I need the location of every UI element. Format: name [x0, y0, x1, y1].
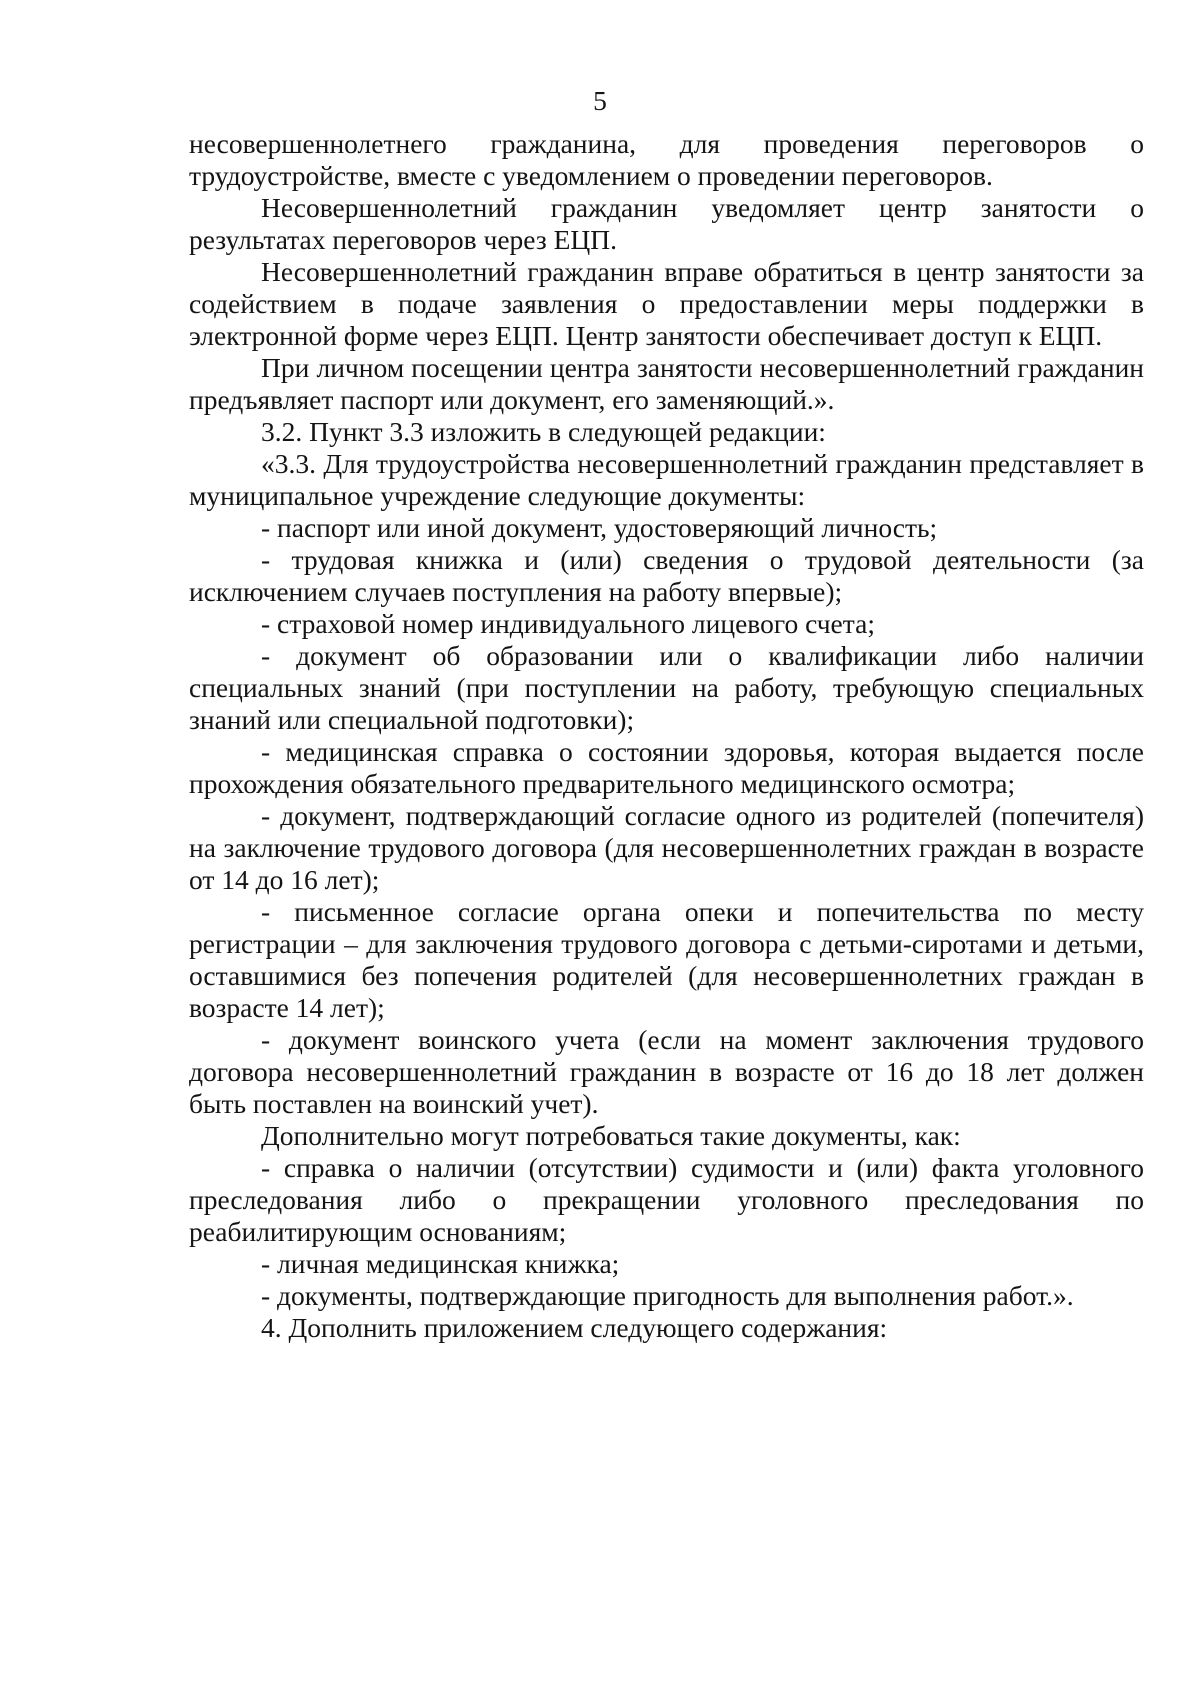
paragraph: При личном посещении центра занятости несовершеннолетний гражданин предъявляет паспорт или документ, его заменяющий.».	[189, 352, 1144, 415]
paragraph: Дополнительно могут потребоваться такие документы, как:	[261, 1120, 961, 1151]
paragraph: Несовершеннолетний гражданин вправе обратиться в центр занятости за содействием в подаче заявления о предоставлении меры поддержки в электронной форме через ЕЦП. Центр занятости обеспечивает доступ к ЕЦП.	[189, 256, 1144, 351]
list-item: - паспорт или иной документ, удостоверяющий личность;	[261, 512, 938, 543]
list-item: - документ воинского учета (если на момент заключения трудового договора несовершеннолетний гражданин в возрасте от 16 до 18 лет должен быть поставлен на воинский учет).	[189, 1024, 1144, 1119]
paragraph: Несовершеннолетний гражданин уведомляет центр занятости о результатах переговоров через ЕЦП.	[189, 192, 1144, 255]
list-item: - страховой номер индивидуального лицевого счета;	[261, 608, 875, 639]
paragraph: несовершеннолетнего гражданина, для проведения переговоров о трудоустройстве, вместе с уведомлением о проведении переговоров.	[189, 128, 1144, 191]
section-heading: 3.2. Пункт 3.3 изложить в следующей редакции:	[261, 416, 826, 447]
page-number: 5	[593, 85, 607, 116]
list-item: - медицинская справка о состоянии здоровья, которая выдается после прохождения обязательного предварительного медицинского осмотра;	[189, 736, 1144, 799]
body-text	[189, 128, 1144, 1344]
list-item: - документы, подтверждающие пригодность для выполнения работ.».	[261, 1280, 1074, 1311]
list-item: - документ, подтверждающий согласие одного из родителей (попечителя) на заключение трудового договора (для несовершеннолетних граждан в возрасте от 14 до 16 лет);	[189, 800, 1144, 895]
list-item: - письменное согласие органа опеки и попечительства по месту регистрации – для заключения трудового договора с детьми-сиротами и детьми, оставшимися без попечения родителей (для несовершеннолетних граждан в возрасте 14 лет);	[189, 896, 1144, 1023]
list-item: - личная медицинская книжка;	[261, 1248, 620, 1279]
list-item: - справка о наличии (отсутствии) судимости и (или) факта уголовного преследования либо о прекращении уголовного преследования по реабилитирующим основаниям;	[189, 1152, 1144, 1247]
list-item: - трудовая книжка и (или) сведения о трудовой деятельности (за исключением случаев поступления на работу впервые);	[189, 544, 1144, 607]
paragraph: «3.3. Для трудоустройства несовершеннолетний гражданин представляет в муниципальное учреждение следующие документы:	[189, 448, 1144, 511]
paragraph: 4. Дополнить приложением следующего содержания:	[261, 1312, 888, 1343]
list-item: - документ об образовании или о квалификации либо наличии специальных знаний (при поступлении на работу, требующую специальных знаний или специальной подготовки);	[189, 640, 1144, 735]
